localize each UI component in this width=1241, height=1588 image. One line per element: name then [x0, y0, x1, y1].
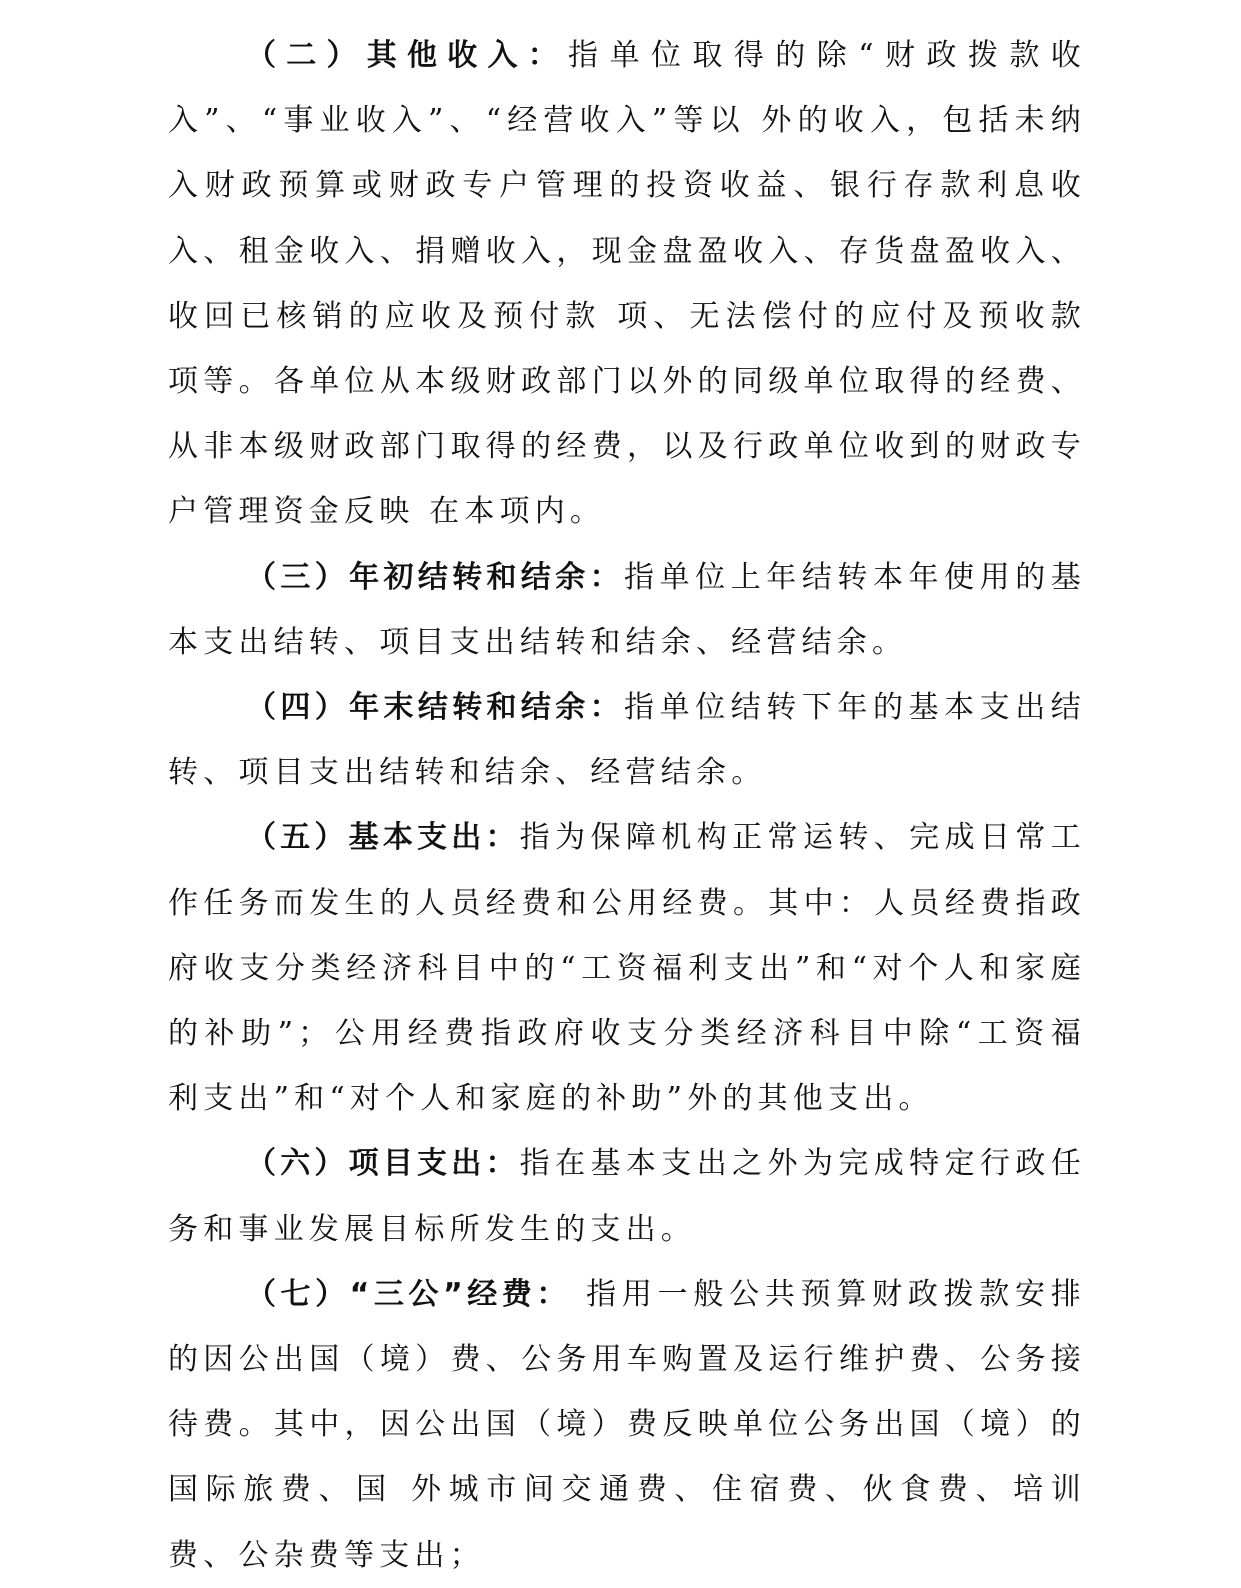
term-three-public-funds: （七）“三公”经费：: [246, 1276, 571, 1312]
term-basic-expenditure: （五）基本支出：: [246, 820, 520, 856]
paragraph-opening-carryover: [168, 545, 1086, 675]
definition-basic-expenditure: 指为保障机构正常运转、完成日常工作任务而发生的人员经费和公用经费。其中：人员经费指政府收支分类经济科目中的“工资福利支出”和“对个人和家庭的补助”；公用经费指政府收支分类经济科目中除“工资福利支出”和“对个人和家庭的补助”外的其他支出。: [168, 820, 1086, 1117]
definition-project-expenditure: 指在基本支出之外为完成特定行政任务和事业发展目标所发生的支出。: [168, 1146, 1086, 1247]
definition-closing-carryover: 指单位结转下年的基本支出结转、项目支出结转和结余、经营结余。: [168, 690, 1086, 791]
definition-three-public-funds: 指用一般公共预算财政拨款安排的因公出国（境）费、公务用车购置及运行维护费、公务接待费。其中，因公出国（境）费反映单位公务出国（境）的国际旅费、国 外城市间交通费、住宿费、伙食费、培训费、公杂费等支出；: [168, 1276, 1086, 1573]
paragraph-basic-expenditure: [168, 805, 1086, 1131]
paragraph-closing-carryover: [168, 675, 1086, 805]
definition-opening-carryover: 指单位上年结转本年使用的基本支出结转、项目支出结转和结余、经营结余。: [168, 559, 1086, 660]
paragraph-other-income: [168, 23, 1086, 545]
term-other-income: （二）其他收入：: [246, 38, 569, 73]
document-body: [168, 23, 1086, 1588]
term-project-expenditure: （六）项目支出：: [246, 1146, 520, 1182]
term-closing-carryover: （四）年末结转和结余：: [246, 690, 625, 726]
definition-other-income: 指单位取得的除“财政拨款收入”、“事业收入”、“经营收入”等以 外的收入，包括未纳入财政预算或财政专户管理的投资收益、银行存款利息收入、租金收入、捐赠收入，现金盘盈收入、存货盘盈收入、收回已核销的应收及预付款 项、无法偿付的应付及预收款项等。各单位从本级财政部门以外的同级单位取得的经费、从非本级财政部门取得的经费，以及行政单位收到的财政专户管理资金反映 在本项内。: [168, 38, 1087, 530]
term-opening-carryover: （三）年初结转和结余：: [246, 559, 625, 595]
paragraph-three-public-funds: [168, 1262, 1086, 1588]
paragraph-project-expenditure: [168, 1131, 1086, 1261]
